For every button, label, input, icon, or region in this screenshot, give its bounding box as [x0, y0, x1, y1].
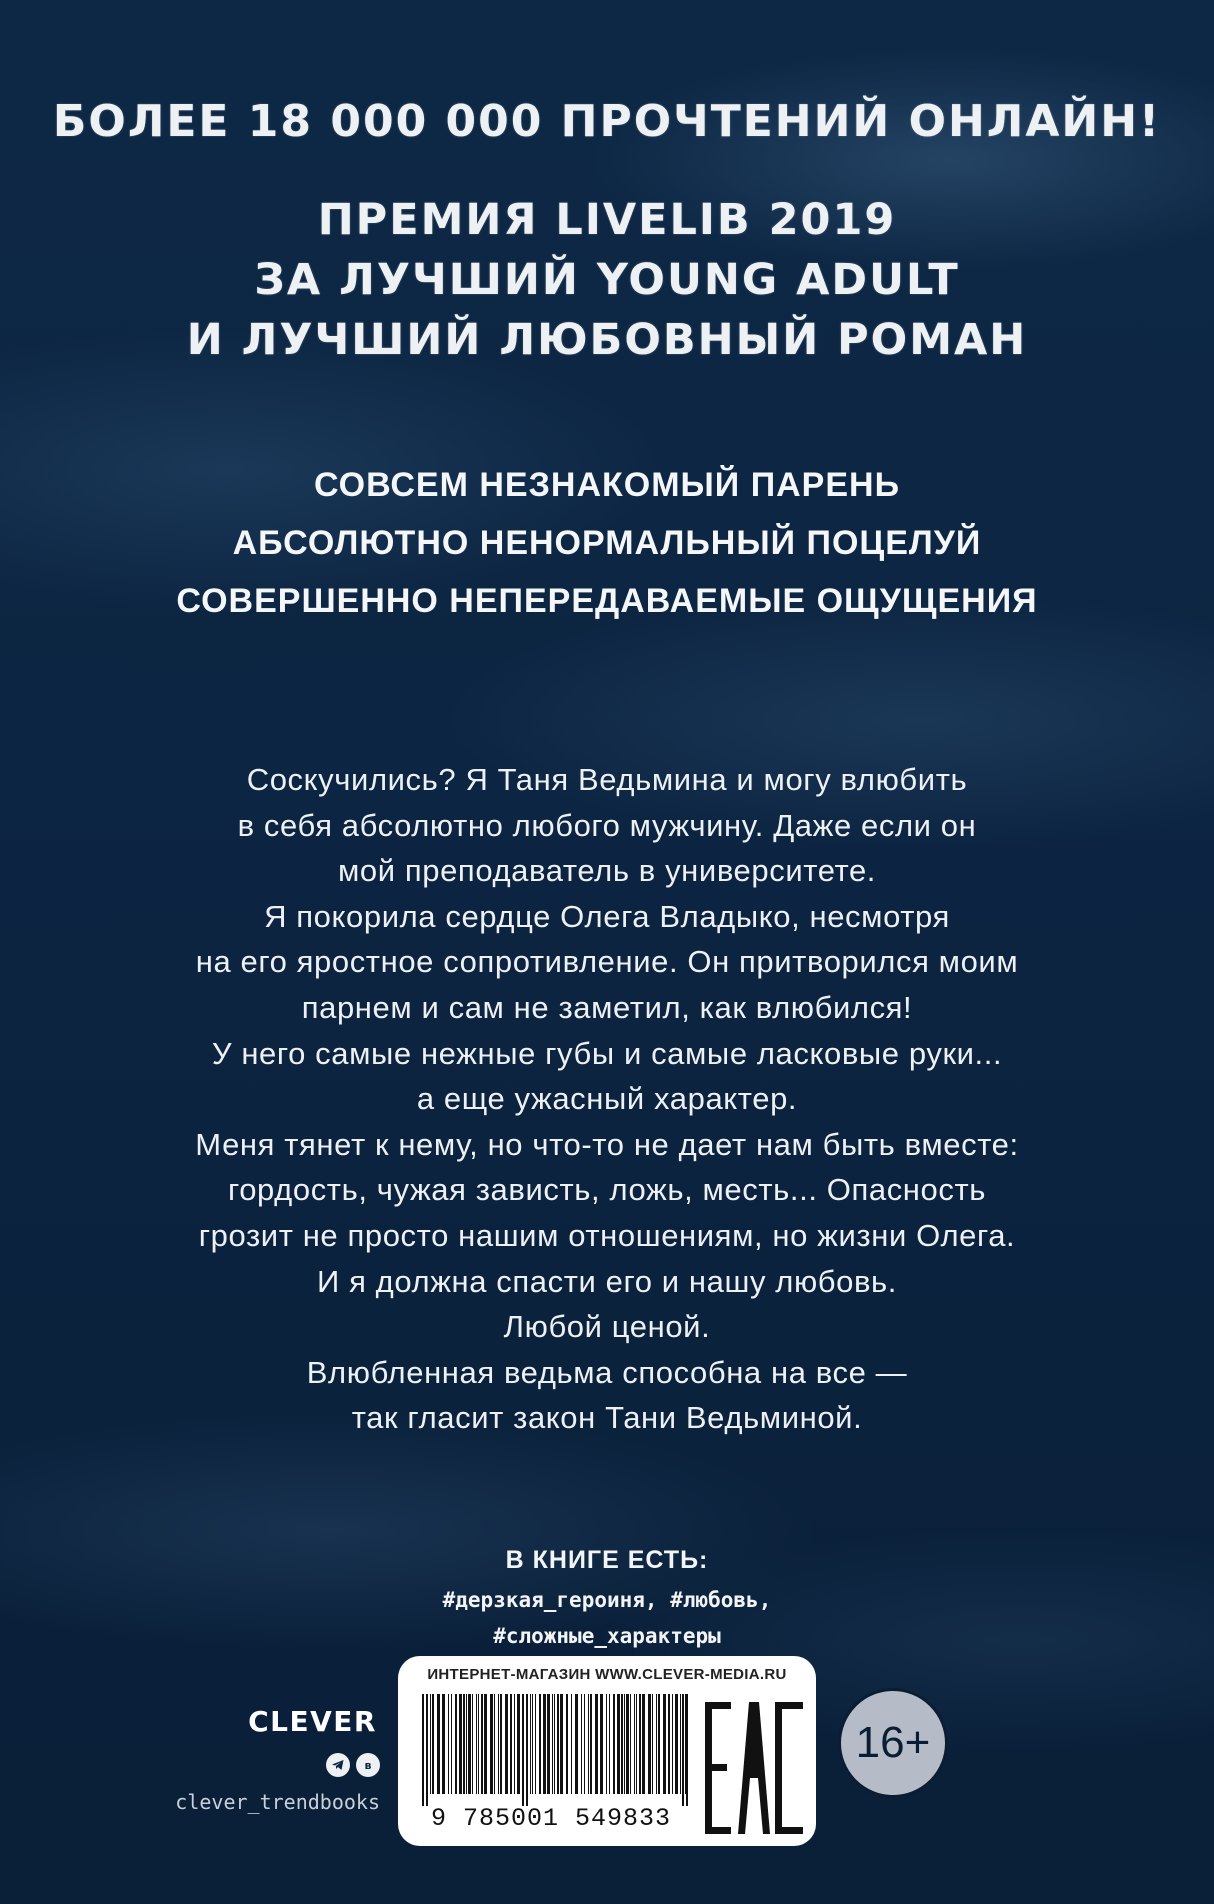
barcode-bar [639, 1694, 641, 1794]
blurb-line: Я покорила сердце Олега Владыко, несмотря [264, 898, 950, 934]
barcode-bar [526, 1694, 528, 1806]
barcode-bar [532, 1694, 533, 1794]
blurb-line: У него самые нежные губы и самые ласковые руки... [211, 1035, 1003, 1071]
barcode-bar [448, 1694, 449, 1794]
barcode-bar [658, 1694, 660, 1794]
barcode-bar [668, 1694, 670, 1794]
social-icons [326, 1753, 380, 1777]
award-line: И ЛУЧШИЙ ЛЮБОВНЫЙ РОМАН [186, 315, 1028, 365]
barcode-bar [621, 1694, 623, 1794]
headline: БОЛЕЕ 18 000 000 ПРОЧТЕНИЙ ОНЛАЙН! [52, 96, 1162, 147]
barcode-bar [498, 1694, 499, 1794]
barcode-bar [686, 1694, 688, 1806]
award-line: ЗА ЛУЧШИЙ YOUNG ADULT [254, 255, 960, 305]
barcode-bar [630, 1694, 631, 1794]
barcode-bar [530, 1694, 531, 1794]
svg-text:в: в [364, 1759, 372, 1772]
barcode-bar [685, 1694, 686, 1794]
barcode-bar [588, 1694, 589, 1794]
blurb-line: Любой ценой. [503, 1309, 711, 1345]
barcode-bar [466, 1694, 467, 1794]
publisher-handle: clever_trendbooks [175, 1790, 380, 1814]
award-block [0, 190, 1214, 370]
blurb-line: в себя абсолютно любого мужчину. Даже если он [237, 807, 977, 843]
barcode-bar [547, 1694, 550, 1794]
barcode-bar [624, 1694, 625, 1794]
blurb-line: И я должна спасти его и нашу любовь. [316, 1263, 898, 1299]
barcode-bar [642, 1694, 645, 1794]
blurb-line: парнем и сам не заметил, как влюбился! [301, 989, 913, 1025]
barcode-bar [494, 1694, 495, 1794]
tagline-line: СОВСЕМ НЕЗНАКОМЫЙ ПАРЕНЬ [313, 466, 901, 504]
blurb-line: а еще ужасный характер. [416, 1081, 798, 1117]
shop-url: ИНТЕРНЕТ-МАГАЗИН WWW.CLEVER-MEDIA.RU [427, 1666, 787, 1683]
tags-list [0, 1582, 1214, 1654]
barcode-bar [478, 1694, 479, 1794]
barcode-bar [581, 1694, 582, 1794]
blurb-line: Меня тянет к нему, но что-то не дает нам быть вместе: [195, 1126, 1019, 1162]
barcode-bar [442, 1694, 445, 1794]
barcode-bar [682, 1694, 684, 1806]
barcode-bar [455, 1694, 457, 1794]
barcode-bar [490, 1694, 493, 1794]
barcode-bar [517, 1694, 520, 1794]
tags-line: #дерзкая_героиня, #любовь, [442, 1588, 772, 1612]
barcode-bar [426, 1694, 428, 1806]
barcode-bar [617, 1694, 620, 1794]
barcode-bar [432, 1694, 434, 1794]
barcode-bar [652, 1694, 653, 1794]
barcode-bar [459, 1694, 462, 1794]
barcode-bar [535, 1694, 536, 1794]
barcode-bar [663, 1694, 666, 1794]
barcode-bar [552, 1694, 553, 1794]
barcode-bar [613, 1694, 615, 1794]
isbn-number: 9 785001 549833 [430, 1804, 672, 1833]
barcode-bar [675, 1694, 678, 1794]
barcode-bar [481, 1694, 483, 1794]
tagline-block [0, 456, 1214, 630]
barcode-bar [500, 1694, 502, 1794]
barcode-bar [609, 1694, 610, 1794]
barcode-bar [505, 1694, 508, 1794]
barcode-bar [451, 1694, 452, 1794]
barcode-bar [571, 1694, 572, 1794]
barcode-bar [557, 1694, 559, 1794]
barcode-bar [430, 1694, 431, 1794]
barcode-bar [566, 1694, 568, 1794]
barcode-bar [634, 1694, 635, 1794]
barcode-bar [422, 1694, 424, 1806]
telegram-icon[interactable] [326, 1753, 350, 1777]
blurb [0, 757, 1214, 1441]
barcode-bar [595, 1694, 598, 1794]
barcode-bar [437, 1694, 440, 1794]
barcode-bar [636, 1694, 637, 1794]
barcode-bar [590, 1694, 592, 1794]
blurb-line: Соскучились? Я Таня Ведьмина и могу влюбить [246, 762, 968, 797]
barcode-bar [584, 1694, 585, 1794]
barcode-bar [543, 1694, 546, 1794]
age-rating-badge: 16+ [838, 1688, 948, 1798]
tagline-line: АБСОЛЮТНО НЕНОРМАЛЬНЫЙ ПОЦЕЛУЙ [232, 524, 982, 562]
barcode-bar [575, 1694, 578, 1794]
barcode [418, 1694, 694, 1806]
barcode-bar [522, 1694, 524, 1806]
barcode-bar [626, 1694, 629, 1794]
eac-mark [703, 1698, 805, 1838]
barcode-bar [648, 1694, 651, 1794]
barcode-bar [514, 1694, 515, 1794]
barcode-bar [600, 1694, 603, 1794]
barcode-bar [672, 1694, 673, 1794]
blurb-line: грозит не просто нашим отношениям, но жизни Олега. [198, 1217, 1016, 1253]
barcode-bar [468, 1694, 471, 1794]
award-line: ПРЕМИЯ LIVELIB 2019 [317, 195, 897, 245]
vk-icon[interactable] [356, 1753, 380, 1777]
barcode-bar [472, 1694, 473, 1794]
publisher-logo: CLEVER [248, 1705, 377, 1738]
barcode-bar [560, 1694, 563, 1794]
barcode-bar [510, 1694, 512, 1794]
barcode-bar [463, 1694, 465, 1794]
barcode-bar [539, 1694, 541, 1794]
barcode-bar [606, 1694, 607, 1794]
tagline-line: СОВЕРШЕННО НЕПЕРЕДАВАЕМЫЕ ОЩУЩЕНИЯ [176, 582, 1038, 620]
barcode-bar [680, 1694, 681, 1794]
blurb-line: на его яростное сопротивление. Он притворился моим [195, 944, 1019, 980]
blurb-line: гордость, чужая зависть, ложь, месть... Опасность [227, 1172, 987, 1208]
blurb-line: мой преподаватель в университете. [337, 853, 877, 889]
blurb-line: Влюбленная ведьма способна на все — [306, 1354, 908, 1390]
barcode-panel [398, 1656, 816, 1846]
barcode-bar [656, 1694, 657, 1794]
blurb-line: так гласит закон Тани Ведьминой. [351, 1400, 863, 1436]
tags-title: В КНИГЕ ЕСТЬ: [505, 1546, 709, 1574]
barcode-bar [554, 1694, 555, 1794]
tags-line: #сложные_характеры [493, 1624, 721, 1648]
barcode-bar [484, 1694, 487, 1794]
barcode-bar [476, 1694, 477, 1794]
